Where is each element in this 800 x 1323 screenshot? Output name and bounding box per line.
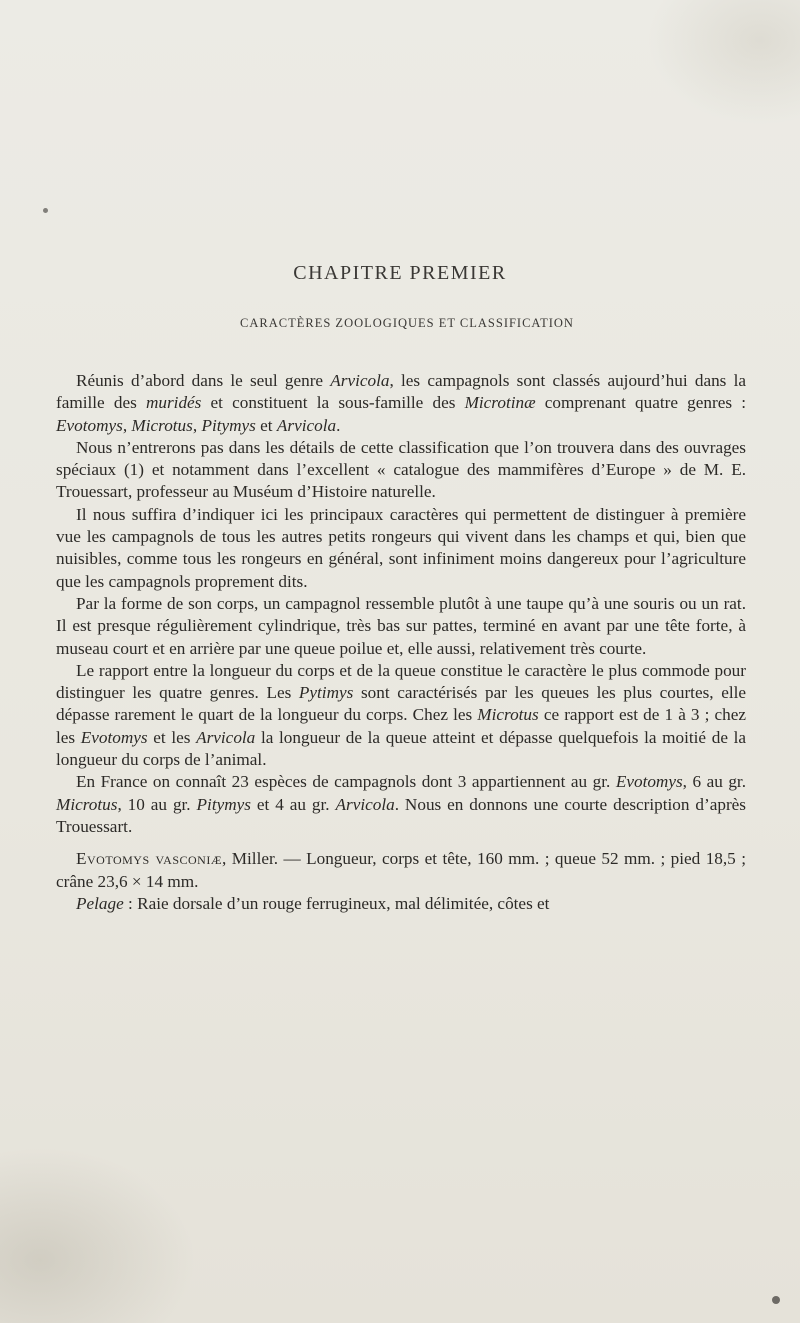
family-name: muridés: [145, 393, 202, 413]
text-run: En France on connaît 23 espèces de campagnols dont 3 appartiennent au gr.: [76, 772, 616, 792]
text-run: , 6 au gr.: [682, 772, 746, 792]
paragraph: [56, 370, 746, 437]
paragraph: Par la forme de son corps, un campagnol ressemble plutôt à une taupe qu’à une souris ou un rat. Il est presque régulièrement cylindrique, très bas sur pattes, terminé en avant par une tête forte, à museau court et en arrière par une queue poilue et, elle aussi, relativement très courte.: [56, 593, 746, 658]
genus-name: Microtus: [131, 415, 193, 435]
text-run: . Nous en donnons une courte description d’après Trouessart.: [56, 794, 746, 836]
genus-name: Arvicola: [330, 371, 390, 390]
body-text: [56, 370, 746, 915]
genus-name: Pitymys: [196, 794, 251, 814]
text-run: la longueur de la queue atteint et dépasse quelquefois la moitié de la longueur du corps de l’animal.: [56, 727, 747, 770]
genus-name: Pitymys: [201, 415, 256, 435]
text-run: Réunis d’abord dans le seul genre: [76, 371, 331, 390]
text-run: , 10 au gr.: [117, 794, 197, 814]
text-run: et constituent la sous-famille des: [201, 393, 465, 413]
paragraph: [56, 660, 746, 771]
genus-name: Evotomys: [56, 415, 123, 435]
species-entry: [56, 848, 746, 893]
genus-name: Microtus: [477, 705, 539, 725]
text-run: .: [336, 415, 341, 435]
text-run: et 4 au gr.: [250, 794, 336, 814]
text-run: et les: [147, 727, 197, 747]
text-run: : Raie dorsale d’un rouge ferrugineux, mal délimitée, côtes et: [123, 893, 550, 913]
genus-name: Evotomys: [80, 727, 148, 747]
text-run: sont caractérisés par les queues les plus courtes, elle dépasse rarement le quart de la longueur du corps. Chez les: [56, 683, 747, 725]
text-run: et: [255, 415, 277, 435]
species-description: [56, 893, 746, 915]
text-run: ,: [122, 415, 132, 435]
pelage-label: Pelage: [76, 893, 124, 913]
genus-name: Microtus: [56, 794, 118, 814]
paragraph: Il nous suffira d’indiquer ici les principaux caractères qui permettent de distinguer à première vue les campagnols de tous les autres petits rongeurs qui vivent dans les champs et qui, bien que nuisibles, comme tous les rongeurs en général, sont infiniment moins dangereux pour l’agriculture que les campagnols proprement dits.: [56, 504, 746, 591]
section-title: CARACTÈRES ZOOLOGIQUES ET CLASSIFICATION: [240, 316, 574, 330]
paragraph: [56, 771, 746, 838]
paragraph: Nous n’entrerons pas dans les détails de cette classification que l’on trouvera dans des ouvrages spéciaux (1) et notamment dans l’excellent « catalogue des mammifères d’Europe » de M. E. Trouessart, professeur au Muséum d’Histoire naturelle.: [56, 437, 746, 502]
text-run: ce rapport est de 1 à 3 ; chez les: [56, 705, 746, 747]
text-run: , les campagnols sont classés aujourd’hui dans la famille des: [56, 371, 746, 413]
genus-name: Pytimys: [298, 683, 354, 703]
genus-name: Evotomys: [615, 772, 683, 792]
ink-spot: [772, 1296, 780, 1304]
species-name: Evotomys vasconiæ: [76, 849, 223, 869]
genus-name: Arvicola: [335, 794, 395, 814]
text-run: Le rapport entre la longueur du corps et de la queue constitue le caractère le plus commode pour distinguer les quatre genres. Les: [56, 660, 746, 703]
text-run: ,: [192, 415, 202, 435]
species-measurements: , Miller. — Longueur, corps et tête, 160 mm. ; queue 52 mm. ; pied 18,5 ; crâne 23,6 × 14 mm.: [56, 849, 746, 891]
genus-name: Arvicola: [196, 727, 256, 747]
genus-name: Arvicola: [276, 415, 337, 435]
ink-spot: [43, 208, 48, 213]
text-run: comprenant quatre genres :: [535, 393, 747, 413]
chapter-title: CHAPITRE PREMIER: [293, 262, 507, 284]
subfamily-name: Microtinæ: [464, 393, 536, 413]
